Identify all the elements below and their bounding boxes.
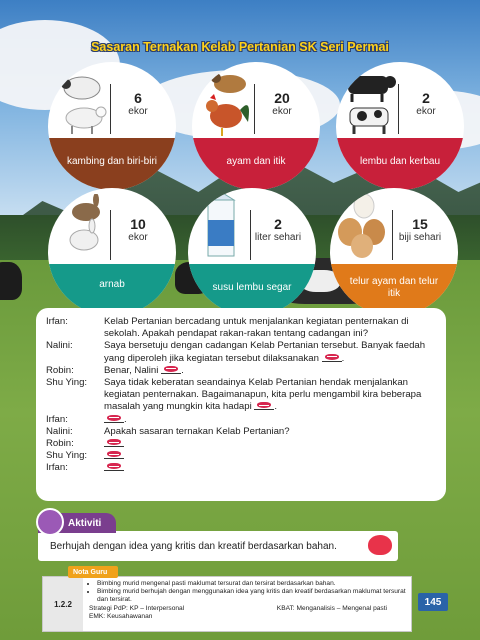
count-value: 20 bbox=[274, 90, 290, 106]
divider bbox=[110, 84, 111, 134]
lips-blank-icon[interactable] bbox=[161, 365, 181, 374]
speech-text: Saya bersetuju dengan cadangan Kelab Pertanian tersebut. Banyak faedah yang diperoleh jika kegiatan tersebut dilaksanakan bbox=[104, 340, 426, 364]
speaker: Nalini: bbox=[46, 425, 73, 437]
target-circle-cow-buffalo bbox=[336, 62, 464, 190]
speaker: Robin: bbox=[46, 438, 74, 450]
count-value: 10 bbox=[130, 216, 146, 232]
divider bbox=[398, 84, 399, 134]
speech: Saya bersetuju dengan cadangan Kelab Pertanian tersebut. Banyak faedah yang diperoleh jika kegiatan tersebut dilaksanakan . bbox=[104, 340, 426, 364]
speech: Saya tidak keberatan seandainya Kelab Pertanian hendak menjalankan kegiatan penternakan. Bagaimanapun, kita perlu mengambil kira beberapa masalah yang mungkin kita hadapi . bbox=[104, 377, 422, 413]
count-value: 15 bbox=[412, 216, 428, 232]
activity-text: Berhujah dengan idea yang kritis dan kreatif berdasarkan bahan. bbox=[50, 540, 337, 552]
count-label bbox=[254, 216, 302, 244]
teacher-note-content bbox=[89, 580, 407, 621]
dialogue-line bbox=[46, 426, 436, 438]
lips-blank-icon[interactable] bbox=[322, 353, 342, 362]
speech: . bbox=[104, 414, 436, 426]
count-value: 6 bbox=[134, 90, 142, 106]
target-label: lembu dan kerbau bbox=[336, 138, 464, 190]
lips-blank-icon[interactable] bbox=[104, 438, 124, 447]
count-label bbox=[402, 90, 450, 118]
lips-blank-icon[interactable] bbox=[254, 401, 274, 410]
dialogue-line bbox=[46, 365, 436, 377]
dialogue-line bbox=[46, 377, 436, 414]
count-label bbox=[396, 216, 444, 244]
note-meta-row bbox=[89, 605, 407, 613]
cow-buffalo-icon bbox=[340, 68, 400, 138]
speaker: Shu Ying: bbox=[46, 377, 88, 389]
teacher-note-box bbox=[42, 576, 412, 632]
count-label bbox=[258, 90, 306, 118]
speech bbox=[104, 438, 436, 450]
activity-box bbox=[38, 531, 398, 561]
eggs-icon bbox=[334, 192, 392, 260]
speech bbox=[104, 462, 436, 474]
note-bullet: • Bimbing murid mengenal pasti maklumat tersurat dan tersirat berdasarkan bahan. bbox=[97, 580, 407, 588]
page-number: 145 bbox=[418, 593, 448, 611]
target-circle-milk bbox=[188, 188, 316, 316]
standard-code: 1.2.2 bbox=[43, 577, 83, 631]
activity-icon bbox=[36, 508, 64, 536]
speaker: Irfan: bbox=[46, 413, 68, 425]
speech bbox=[104, 450, 436, 462]
count-label bbox=[114, 216, 162, 244]
target-circle-chicken-duck bbox=[192, 62, 320, 190]
target-label: telur ayam dan telur itik bbox=[330, 264, 458, 316]
dialogue-line bbox=[46, 414, 436, 426]
dialogue-box bbox=[36, 308, 446, 501]
speech-text: Apakah sasaran ternakan Kelab Pertanian? bbox=[104, 425, 290, 437]
count-unit: ekor bbox=[128, 232, 148, 244]
cow-silhouette bbox=[0, 262, 22, 300]
speech: Benar, Nalini . bbox=[104, 364, 184, 376]
speech-text: Kelab Pertanian bercadang untuk menjalankan kegiatan penternakan di sekolah. Apakah pendapat rakan-rakan tentang cadangan ini? bbox=[104, 316, 409, 340]
target-label: ayam dan itik bbox=[192, 138, 320, 190]
count-unit: ekor bbox=[128, 106, 148, 118]
target-circle-rabbit bbox=[48, 188, 176, 316]
count-unit: ekor bbox=[272, 106, 292, 118]
lips-blank-icon[interactable] bbox=[104, 450, 124, 459]
speaker: Irfan: bbox=[46, 316, 68, 327]
goat-sheep-icon bbox=[56, 72, 108, 136]
count-label bbox=[114, 90, 162, 118]
target-circle-eggs bbox=[330, 188, 458, 316]
strategy-text: Strategi PdP: KP – Interpersonal bbox=[89, 604, 185, 612]
dialogue-line bbox=[46, 450, 436, 462]
divider bbox=[110, 210, 111, 260]
speech bbox=[104, 426, 436, 438]
note-bullet: • Bimbing murid berhujah dengan menggunakan idea yang kritis dan kreatif berdasarkan maklumat tersurat dan tersirat. bbox=[97, 588, 407, 604]
lips-blank-icon[interactable] bbox=[104, 462, 124, 471]
target-label: arnab bbox=[48, 264, 176, 316]
teacher-note-tab: Nota Guru bbox=[68, 566, 118, 578]
emk-text: EMK: Keusahawanan bbox=[89, 612, 153, 620]
count-unit: biji sehari bbox=[398, 232, 442, 244]
speaker: Robin: bbox=[46, 364, 74, 376]
count-value: 2 bbox=[422, 90, 430, 106]
speech-text: Benar, Nalini bbox=[104, 364, 159, 376]
divider bbox=[250, 210, 251, 260]
divider bbox=[392, 210, 393, 260]
chicken-duck-icon bbox=[200, 66, 254, 138]
lips-blank-icon[interactable] bbox=[104, 414, 124, 423]
target-label: kambing dan biri-biri bbox=[48, 138, 176, 190]
infographic-title: Sasaran Ternakan Kelab Pertanian SK Seri Permai bbox=[91, 40, 389, 54]
speaker: Nalini: bbox=[46, 340, 73, 352]
target-label: susu lembu segar bbox=[188, 264, 316, 316]
dialogue-line bbox=[46, 340, 436, 364]
kbat-text: KBAT: Menganalisis – Mengenal pasti bbox=[276, 604, 387, 612]
dialogue-line bbox=[46, 316, 436, 340]
count-value: 2 bbox=[274, 216, 282, 232]
divider bbox=[254, 84, 255, 134]
target-circle-goat-sheep bbox=[48, 62, 176, 190]
rabbit-icon bbox=[62, 194, 108, 256]
speaker: Shu Ying: bbox=[46, 450, 88, 462]
speech bbox=[104, 316, 436, 340]
speaker: Irfan: bbox=[46, 462, 68, 474]
dialogue-line bbox=[46, 438, 436, 450]
count-unit: liter sehari bbox=[254, 232, 302, 244]
dialogue-line bbox=[46, 462, 436, 474]
activity-label: Aktiviti bbox=[68, 517, 102, 529]
brain-icon bbox=[368, 535, 392, 555]
count-unit: ekor bbox=[416, 106, 436, 118]
speech-text: Saya tidak keberatan seandainya Kelab Pertanian hendak menjalankan kegiatan penternakan. Bagaimanapun, kita perlu mengambil kira beberapa masalah yang mungkin kita hadapi bbox=[104, 377, 422, 413]
milk-icon bbox=[204, 190, 238, 258]
